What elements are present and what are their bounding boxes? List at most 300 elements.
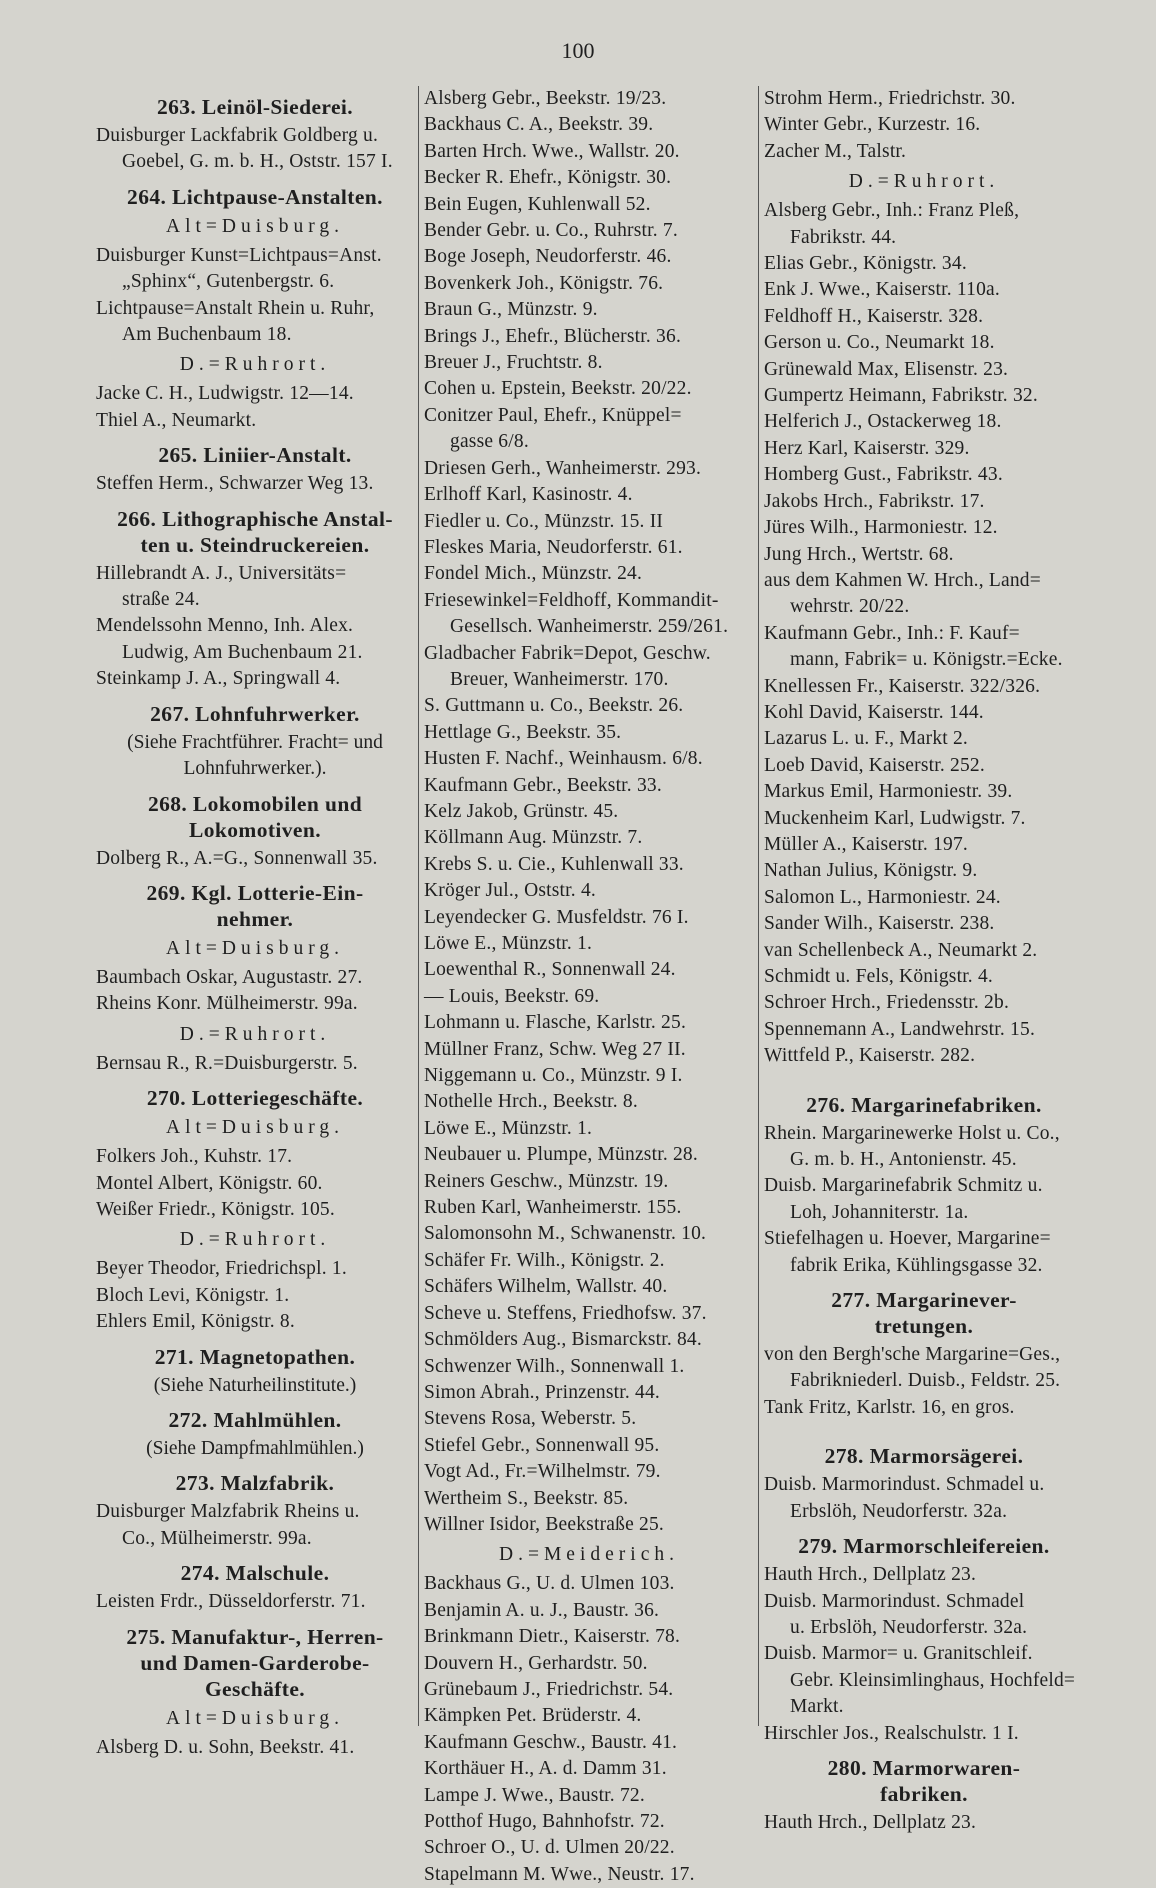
entry-line: Scheve u. Steffens, Friedhofsw. 37. <box>424 1302 707 1324</box>
directory-entry <box>764 964 1084 990</box>
entry-line: D.=Ruhrort. <box>179 1023 331 1045</box>
directory-entry <box>424 482 754 508</box>
directory-entry <box>424 773 754 799</box>
directory-entry <box>96 1144 414 1170</box>
directory-entry <box>424 1406 754 1432</box>
directory-entry <box>764 990 1084 1016</box>
directory-entry <box>424 720 754 746</box>
directory-entry <box>424 218 754 244</box>
entry-line: 264. Lichtpause-Anstalten. <box>127 184 383 209</box>
entry-line: Steinkamp J. A., Springwall 4. <box>96 668 341 690</box>
entry-line: Kohl David, Kaiserstr. 144. <box>764 701 984 723</box>
section-heading <box>764 1443 1084 1469</box>
directory-entry <box>424 350 754 376</box>
directory-entry <box>424 1624 754 1650</box>
entry-line: Conitzer Paul, Ehefr., Knüppel= <box>424 404 682 426</box>
directory-entry <box>424 456 754 482</box>
entry-line: Knellessen Fr., Kaiserstr. 322/326. <box>764 675 1041 697</box>
entry-line: Jüres Wilh., Harmoniestr. 12. <box>764 517 998 539</box>
entry-line: Löwe E., Münzstr. 1. <box>424 933 593 954</box>
directory-entry <box>764 1562 1084 1588</box>
directory-entry <box>424 588 754 641</box>
directory-entry <box>764 1641 1084 1720</box>
directory-entry <box>424 1010 754 1036</box>
directory-entry <box>764 832 1084 858</box>
entry-line: Loeb David, Kaiserstr. 252. <box>764 754 985 776</box>
entry-line: Alsberg D. u. Sohn, Beekstr. 41. <box>96 1736 355 1758</box>
entry-line: Schmidt u. Fels, Königstr. 4. <box>764 966 993 987</box>
entry-line: Neubauer u. Plumpe, Münzstr. 28. <box>424 1144 698 1166</box>
entry-line: Bloch Levi, Königstr. 1. <box>96 1284 290 1306</box>
directory-entry <box>764 885 1084 911</box>
entry-line: Folkers Joh., Kuhstr. 17. <box>96 1146 293 1168</box>
section-heading <box>764 1755 1084 1807</box>
entry-line: Willner Isidor, Beekstraße 25. <box>424 1513 664 1535</box>
entry-line: Rheins Konr. Mülheimerstr. 99a. <box>96 993 358 1015</box>
directory-entry <box>424 1169 754 1195</box>
directory-entry <box>764 1121 1084 1174</box>
directory-entry <box>96 666 414 692</box>
entry-line: Jakobs Hrch., Fabrikstr. 17. <box>764 490 985 512</box>
directory-entry <box>424 1598 754 1624</box>
entry-continuation-line: Ludwig, Am Buchenbaum 21. <box>122 641 363 663</box>
entry-line: Montel Albert, Königstr. 60. <box>96 1172 323 1194</box>
directory-entry <box>424 1274 754 1300</box>
directory-entry <box>424 1512 754 1538</box>
section-heading <box>96 1085 414 1111</box>
entry-line: Muckenheim Karl, Ludwigstr. 7. <box>764 807 1026 829</box>
directory-entry <box>424 561 754 587</box>
directory-entry <box>764 489 1084 515</box>
entry-line: Stiefelhagen u. Hoever, Margarine= <box>764 1228 1051 1250</box>
entry-line: Duisb. Margarinefabrik Schmitz u. <box>764 1175 1043 1197</box>
section-heading <box>96 791 414 843</box>
entry-line: Friesewinkel=Feldhoff, Kommandit- <box>424 589 719 611</box>
entry-line: Alsberg Gebr., Inh.: Franz Pleß, <box>764 200 1020 222</box>
entry-line: Grünebaum J., Friedrichstr. 54. <box>424 1678 674 1700</box>
section-heading <box>96 184 414 210</box>
directory-entry <box>764 1472 1084 1525</box>
entry-line: Hauth Hrch., Dellplatz 23. <box>764 1811 977 1833</box>
directory-entry <box>424 746 754 772</box>
cross-reference-note <box>96 1373 414 1399</box>
entry-continuation-line: und Damen-Garderobe- <box>140 1650 370 1675</box>
district-heading <box>96 213 414 240</box>
entry-line: Köllmann Aug. Münzstr. 7. <box>424 827 643 849</box>
column-1 <box>96 86 414 1761</box>
entry-continuation-line: gasse 6/8. <box>450 431 529 453</box>
entry-continuation-line: straße 24. <box>122 589 200 611</box>
directory-entry <box>424 86 754 112</box>
directory-entry <box>96 1735 414 1761</box>
section-heading <box>96 94 414 120</box>
district-heading <box>96 1114 414 1141</box>
section-heading <box>96 1560 414 1586</box>
entry-line: Boge Joseph, Neudorferstr. 46. <box>424 246 672 268</box>
entry-line: Baumbach Oskar, Augustastr. 27. <box>96 966 363 988</box>
entry-line: Müllner Franz, Schw. Weg 27 II. <box>424 1038 686 1060</box>
entry-continuation-line: nehmer. <box>216 906 294 931</box>
entry-line: Löwe E., Münzstr. 1. <box>424 1117 593 1139</box>
entry-line: Fiedler u. Co., Münzstr. 15. II <box>424 510 664 532</box>
directory-entry <box>424 1354 754 1380</box>
directory-entry <box>424 1195 754 1221</box>
entry-line: Barten Hrch. Wwe., Wallstr. 20. <box>424 140 680 162</box>
directory-entry <box>424 535 754 561</box>
entry-continuation-line: tretungen. <box>874 1314 974 1339</box>
directory-entry <box>764 436 1084 462</box>
entry-continuation-line: fabrik Erika, Kühlingsgasse 32. <box>790 1254 1043 1276</box>
directory-entry <box>424 271 754 297</box>
entry-line: Simon Abrah., Prinzenstr. 44. <box>424 1381 661 1403</box>
directory-entry <box>764 251 1084 277</box>
section-heading <box>764 1092 1084 1118</box>
section-heading <box>96 1407 414 1433</box>
entry-line: Dolberg R., A.=G., Sonnenwall 35. <box>96 847 378 869</box>
directory-entry <box>96 381 414 407</box>
entry-line: Nathan Julius, Königstr. 9. <box>764 860 978 882</box>
entry-line: Salomonsohn M., Schwanenstr. 10. <box>424 1223 707 1245</box>
directory-entry <box>96 1051 414 1077</box>
directory-entry <box>424 297 754 323</box>
directory-entry <box>764 198 1084 251</box>
directory-entry <box>96 408 414 434</box>
entry-line: 278. Marmorsägerei. <box>824 1444 1024 1469</box>
entry-line: 270. Lotteriegeschäfte. <box>146 1086 364 1111</box>
entry-line: Hauth Hrch., Dellplatz 23. <box>764 1564 977 1586</box>
directory-entry <box>764 858 1084 884</box>
entry-line: Schmölders Aug., Bismarckstr. 84. <box>424 1329 702 1351</box>
entry-line: Gerson u. Co., Neumarkt 18. <box>764 332 995 354</box>
directory-entry <box>424 1730 754 1756</box>
directory-entry <box>96 1256 414 1282</box>
entry-continuation-line: G. m. b. H., Antonienstr. 45. <box>790 1149 1017 1171</box>
entry-line: Kröger Jul., Oststr. 4. <box>424 880 596 902</box>
entry-line: Enk J. Wwe., Kaiserstr. 110a. <box>764 279 1000 301</box>
directory-entry <box>764 542 1084 568</box>
column-2 <box>424 86 754 1888</box>
directory-entry <box>764 779 1084 805</box>
directory-entry <box>96 965 414 991</box>
directory-entry <box>764 1226 1084 1279</box>
entry-line: Duisburger Kunst=Lichtpaus=Anst. <box>96 244 382 266</box>
entry-line: Reiners Geschw., Münzstr. 19. <box>424 1170 669 1192</box>
entry-line: (Siehe Dampfmahlmühlen.) <box>146 1437 364 1459</box>
directory-entry <box>424 1248 754 1274</box>
section-heading <box>96 701 414 727</box>
entry-continuation-line: Am Buchenbaum 18. <box>122 324 292 346</box>
entry-line: Stevens Rosa, Weberstr. 5. <box>424 1408 637 1430</box>
entry-line: Ehlers Emil, Königstr. 8. <box>96 1311 295 1333</box>
entry-line: Helferich J., Ostackerweg 18. <box>764 411 1002 433</box>
entry-line: (Siehe Naturheilinstitute.) <box>153 1374 357 1396</box>
entry-line: von den Bergh'sche Margarine=Ges., <box>764 1344 1061 1366</box>
entry-line: Krebs S. u. Cie., Kuhlenwall 33. <box>424 853 684 875</box>
directory-entry <box>764 515 1084 541</box>
directory-entry <box>764 330 1084 356</box>
directory-entry <box>424 1756 754 1782</box>
entry-line: Jung Hrch., Wertstr. 68. <box>764 543 954 565</box>
entry-line: 271. Magnetopathen. <box>154 1344 356 1369</box>
directory-entry <box>764 1589 1084 1642</box>
directory-entry <box>424 1677 754 1703</box>
entry-line: Cohen u. Epstein, Beekstr. 20/22. <box>424 378 692 400</box>
entry-line: Kaufmann Gebr., Inh.: F. Kauf= <box>764 622 1020 644</box>
entry-line: Braun G., Münzstr. 9. <box>424 299 598 321</box>
entry-line: Ruben Karl, Wanheimerstr. 155. <box>424 1197 682 1219</box>
entry-line: D.=Ruhrort. <box>179 1229 331 1251</box>
entry-line: Tank Fritz, Karlstr. 16, en gros. <box>764 1396 1015 1418</box>
entry-line: Benjamin A. u. J., Baustr. 36. <box>424 1599 660 1621</box>
entry-line: 268. Lokomobilen und <box>147 791 363 816</box>
directory-entry <box>764 621 1084 674</box>
entry-line: — Louis, Beekstr. 69. <box>424 985 600 1007</box>
directory-entry <box>764 726 1084 752</box>
entry-line: D.=Ruhrort. <box>179 354 331 376</box>
entry-line: 275. Manufaktur-, Herren- <box>126 1624 384 1649</box>
entry-line: Sander Wilh., Kaiserstr. 238. <box>764 913 995 935</box>
entry-continuation-line: Fabrikstr. 44. <box>790 226 897 248</box>
entry-line: Leisten Frdr., Düsseldorferstr. 71. <box>96 1591 366 1613</box>
entry-continuation-line: Markt. <box>790 1696 844 1718</box>
entry-line: Beyer Theodor, Friedrichspl. 1. <box>96 1258 347 1280</box>
entry-line: Kämpken Pet. Brüderstr. 4. <box>424 1705 642 1727</box>
entry-line: Rhein. Margarinewerke Holst u. Co., <box>764 1122 1060 1144</box>
entry-line: Duisburger Malzfabrik Rheins u. <box>96 1501 360 1523</box>
directory-entry <box>424 852 754 878</box>
entry-line: Gumpertz Heimann, Fabrikstr. 32. <box>764 385 1038 407</box>
section-heading <box>96 506 414 558</box>
entry-line: Bein Eugen, Kuhlenwall 52. <box>424 193 651 215</box>
directory-entry <box>424 324 754 350</box>
directory-entry <box>424 244 754 270</box>
directory-entry <box>764 674 1084 700</box>
entry-line: Lohmann u. Flasche, Karlstr. 25. <box>424 1012 687 1034</box>
district-heading <box>96 1705 414 1732</box>
entry-line: Strohm Herm., Friedrichstr. 30. <box>764 88 1016 109</box>
district-heading <box>764 168 1084 195</box>
entry-line: Markus Emil, Harmoniestr. 39. <box>764 781 1013 803</box>
district-heading <box>96 351 414 378</box>
entry-line: van Schellenbeck A., Neumarkt 2. <box>764 939 1038 961</box>
directory-entry <box>424 1783 754 1809</box>
entry-line: Salomon L., Harmoniestr. 24. <box>764 886 1001 908</box>
district-heading <box>96 1226 414 1253</box>
directory-entry <box>96 1283 414 1309</box>
entry-line: Grünewald Max, Elisenstr. 23. <box>764 358 1009 380</box>
directory-entry <box>96 613 414 666</box>
directory-entry <box>96 296 414 349</box>
entry-line: 277. Margarinever- <box>831 1288 1017 1313</box>
directory-entry <box>96 1197 414 1223</box>
entry-line: Lampe J. Wwe., Baustr. 72. <box>424 1784 645 1806</box>
directory-entry <box>424 1301 754 1327</box>
directory-entry <box>764 1721 1084 1747</box>
directory-entry <box>424 799 754 825</box>
entry-continuation-line: Goebel, G. m. b. H., Oststr. 157 I. <box>122 151 393 173</box>
entry-line: Feldhoff H., Kaiserstr. 328. <box>764 305 984 327</box>
section-heading <box>764 1287 1084 1339</box>
entry-line: Kelz Jakob, Grünstr. 45. <box>424 800 619 822</box>
entry-line: Schroer Hrch., Friedensstr. 2b. <box>764 992 1010 1014</box>
entry-line: Schäfers Wilhelm, Wallstr. 40. <box>424 1276 668 1298</box>
district-heading <box>96 1021 414 1048</box>
entry-line: Nothelle Hrch., Beekstr. 8. <box>424 1091 638 1113</box>
directory-entry <box>424 984 754 1010</box>
directory-entry <box>764 383 1084 409</box>
entry-continuation-line: Breuer, Wanheimerstr. 170. <box>450 668 669 690</box>
directory-entry <box>424 1862 754 1888</box>
directory-entry <box>764 409 1084 435</box>
directory-entry <box>764 112 1084 138</box>
entry-line: Alsberg Gebr., Beekstr. 19/23. <box>424 88 667 109</box>
entry-line: Bernsau R., R.=Duisburgerstr. 5. <box>96 1052 358 1074</box>
directory-entry <box>96 991 414 1017</box>
entry-line: Loewenthal R., Sonnenwall 24. <box>424 959 676 981</box>
entry-line: 269. Kgl. Lotterie-Ein- <box>146 880 364 905</box>
entry-line: D.=Ruhrort. <box>848 171 1000 193</box>
directory-entry <box>764 938 1084 964</box>
section-heading <box>96 442 414 468</box>
directory-entry <box>424 192 754 218</box>
entry-line: Brings J., Ehefr., Blücherstr. 36. <box>424 325 682 347</box>
directory-entry <box>764 806 1084 832</box>
entry-line: Weißer Friedr., Königstr. 105. <box>96 1198 335 1220</box>
entry-line: Duisb. Marmorindust. Schmadel u. <box>764 1474 1045 1496</box>
directory-entry <box>96 243 414 296</box>
directory-entry <box>424 165 754 191</box>
directory-entry <box>424 693 754 719</box>
directory-entry <box>764 1043 1084 1069</box>
entry-line: 263. Leinöl-Siederei. <box>156 95 354 119</box>
entry-line: 272. Mahlmühlen. <box>168 1407 342 1432</box>
entry-line: Lichtpause=Anstalt Rhein u. Ruhr, <box>96 297 375 319</box>
entry-line: D.=Meiderich. <box>499 1544 679 1566</box>
entry-line: Thiel A., Neumarkt. <box>96 409 257 431</box>
entry-line: Husten F. Nachf., Weinhausm. 6/8. <box>424 748 703 770</box>
directory-entry <box>764 568 1084 621</box>
entry-line: Spennemann A., Landwehrstr. 15. <box>764 1018 1036 1040</box>
entry-line: 274. Malschule. <box>180 1561 330 1586</box>
entry-line: Lazarus L. u. F., Markt 2. <box>764 728 969 750</box>
directory-entry <box>764 462 1084 488</box>
directory-entry <box>424 1063 754 1089</box>
entry-line: Mendelssohn Menno, Inh. Alex. <box>96 615 354 637</box>
entry-continuation-line: Erbslöh, Neudorferstr. 32a. <box>790 1500 1008 1522</box>
directory-entry <box>424 112 754 138</box>
entry-line: Alt=Duisburg. <box>165 1707 345 1729</box>
column-3 <box>764 86 1084 1836</box>
directory-entry <box>424 641 754 694</box>
entry-continuation-line: Lohnfuhrwerker.). <box>183 758 327 780</box>
entry-line: 267. Lohnfuhrwerker. <box>150 701 360 726</box>
directory-entry <box>424 1037 754 1063</box>
entry-line: Wittfeld P., Kaiserstr. 282. <box>764 1045 976 1067</box>
directory-entry <box>424 403 754 456</box>
entry-continuation-line: Geschäfte. <box>204 1676 306 1701</box>
entry-line: Schroer O., U. d. Ulmen 20/22. <box>424 1837 675 1859</box>
directory-entry <box>764 139 1084 165</box>
directory-entry <box>424 1459 754 1485</box>
directory-entry <box>424 1380 754 1406</box>
entry-line: Bender Gebr. u. Co., Ruhrstr. 7. <box>424 220 678 242</box>
directory-entry <box>424 1486 754 1512</box>
entry-continuation-line: Gebr. Kleinsimlinghaus, Hochfeld= <box>790 1669 1076 1691</box>
entry-line: Hillebrandt A. J., Universitäts= <box>96 562 347 584</box>
section-heading <box>96 1624 414 1702</box>
entry-line: 265. Liniier-Anstalt. <box>158 443 352 468</box>
entry-line: Fondel Mich., Münzstr. 24. <box>424 563 643 585</box>
directory-entry <box>96 123 414 176</box>
directory-entry <box>424 376 754 402</box>
directory-entry <box>764 1395 1084 1421</box>
directory-entry <box>96 561 414 614</box>
entry-line: Schwenzer Wilh., Sonnenwall 1. <box>424 1355 685 1377</box>
entry-line: Korthäuer H., A. d. Damm 31. <box>424 1758 667 1780</box>
entry-line: Duisb. Marmor= u. Granitschleif. <box>764 1643 1033 1665</box>
entry-line: 266. Lithographische Anstal- <box>117 506 393 531</box>
entry-line: Niggemann u. Co., Münzstr. 9 I. <box>424 1065 683 1087</box>
column-divider <box>418 86 419 1726</box>
district-heading <box>96 935 414 962</box>
directory-entry <box>424 1835 754 1861</box>
spacer <box>764 1070 1084 1084</box>
entry-continuation-line: Lokomotiven. <box>188 817 321 842</box>
entry-line: Zacher M., Talstr. <box>764 140 907 162</box>
cross-reference-note <box>96 730 414 783</box>
entry-line: S. Guttmann u. Co., Beekstr. 26. <box>424 695 684 717</box>
entry-line: Hettlage G., Beekstr. 35. <box>424 721 622 743</box>
page-number: 100 <box>561 38 595 63</box>
directory-entry <box>96 471 414 497</box>
entry-line: Alt=Duisburg. <box>165 1117 345 1139</box>
entry-line: 273. Malzfabrik. <box>175 1471 335 1496</box>
entry-line: Herz Karl, Kaiserstr. 329. <box>764 437 970 459</box>
directory-entry <box>764 753 1084 779</box>
entry-continuation-line: Loh, Johanniterstr. 1a. <box>790 1201 969 1223</box>
entry-line: Bovenkerk Joh., Königstr. 76. <box>424 272 664 294</box>
entry-line: Kaufmann Gebr., Beekstr. 33. <box>424 774 662 796</box>
entry-continuation-line: „Sphinx“, Gutenbergstr. 6. <box>122 271 335 293</box>
directory-entry <box>424 931 754 957</box>
entry-continuation-line: Co., Mülheimerstr. 99a. <box>122 1527 312 1549</box>
entry-line: Duisburger Lackfabrik Goldberg u. <box>96 125 379 146</box>
directory-entry <box>764 700 1084 726</box>
section-heading <box>96 1344 414 1370</box>
entry-line: Erlhoff Karl, Kasinostr. 4. <box>424 484 633 506</box>
entry-line: Steffen Herm., Schwarzer Weg 13. <box>96 473 374 495</box>
entry-continuation-line: Gesellsch. Wanheimerstr. 259/261. <box>450 616 729 638</box>
directory-entry <box>764 86 1084 112</box>
directory-entry <box>424 1221 754 1247</box>
directory-entry <box>424 878 754 904</box>
entry-line: Kaufmann Geschw., Baustr. 41. <box>424 1731 678 1753</box>
cross-reference-note <box>96 1436 414 1462</box>
directory-entry <box>96 1171 414 1197</box>
directory-entry <box>764 277 1084 303</box>
spacer <box>764 1421 1084 1435</box>
directory-entry <box>424 1651 754 1677</box>
entry-line: Wertheim S., Beekstr. 85. <box>424 1487 629 1509</box>
directory-entry <box>424 1116 754 1142</box>
entry-line: Jacke C. H., Ludwigstr. 12—14. <box>96 383 354 405</box>
entry-continuation-line: mann, Fabrik= u. Königstr.=Ecke. <box>790 649 1063 671</box>
entry-line: Müller A., Kaiserstr. 197. <box>764 833 968 855</box>
directory-entry <box>764 1342 1084 1395</box>
entry-line: Stiefel Gebr., Sonnenwall 95. <box>424 1434 660 1456</box>
directory-entry <box>424 957 754 983</box>
directory-entry <box>764 911 1084 937</box>
